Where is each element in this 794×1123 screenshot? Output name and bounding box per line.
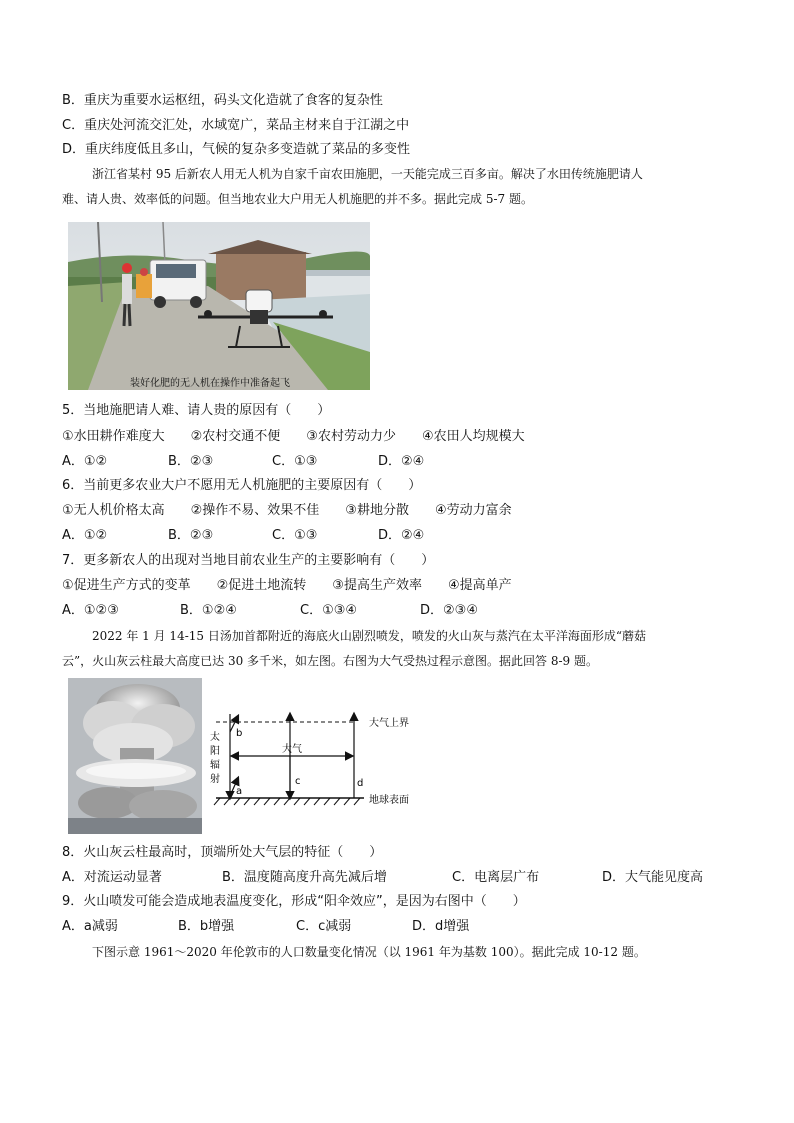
q5-option-d: D．②④ xyxy=(378,454,425,469)
label-side-1: 太 xyxy=(210,732,220,743)
q7-items: ①促进生产方式的变革 ②促进土地流转 ③提高生产效率 ④提高单产 xyxy=(62,578,512,593)
q5-stem: 5．当地施肥请人难、请人贵的原因有（ ） xyxy=(62,403,331,418)
volcano-photo xyxy=(68,678,202,834)
option-c-line: C．重庆处河流交汇处，水域宽广，菜品主材来自于江湖之中 xyxy=(62,118,410,133)
q9-option-b: B．b增强 xyxy=(178,919,235,934)
passage1-line2: 难、请人贵、效率低的问题。但当地农业大户用无人机施肥的并不多。据此完成 5-7 题。 xyxy=(62,192,533,206)
q7-option-b: B．①②④ xyxy=(180,603,237,618)
q7-stem: 7．更多新农人的出现对当地目前农业生产的主要影响有（ ） xyxy=(62,553,435,568)
drone-photo xyxy=(68,222,370,390)
q6-option-d: D．②④ xyxy=(378,528,425,543)
q7-option-a: A．①②③ xyxy=(62,603,119,618)
passage1-line1: 浙江省某村 95 后新农人用无人机为自家千亩农田施肥，一天能完成三百多亩。解决了水田传统施肥请人 xyxy=(92,167,643,181)
q5-option-a: A．①② xyxy=(62,454,108,469)
atmosphere-heating-diagram xyxy=(206,704,420,810)
q8-option-d: D．大气能见度高 xyxy=(602,870,704,885)
volcano-photo-image xyxy=(68,678,202,834)
drone-photo-caption: 装好化肥的无人机在操作中准备起飞 xyxy=(130,378,290,389)
passage2-line1: 2022 年 1 月 14-15 日汤加首都附近的海底火山剧烈喷发，喷发的火山灰与蒸汽在太平洋海面形成“蘑菇 xyxy=(92,629,646,643)
q9-option-d: D．d增强 xyxy=(412,919,470,934)
q9-option-a: A．a减弱 xyxy=(62,919,118,934)
q7-option-d: D．②③④ xyxy=(420,603,478,618)
drone-photo-image xyxy=(68,222,370,390)
label-a: a xyxy=(236,786,243,797)
option-d-line: D．重庆纬度低且多山，气候的复杂多变造就了菜品的多变性 xyxy=(62,142,411,157)
q8-stem: 8．火山灰云柱最高时，顶端所处大气层的特征（ ） xyxy=(62,845,383,860)
q5-option-b: B．②③ xyxy=(168,454,214,469)
q9-stem: 9．火山喷发可能会造成地表温度变化，形成“阳伞效应”，是因为右图中（ ） xyxy=(62,894,526,909)
label-side-4: 射 xyxy=(210,774,220,785)
q7-option-c: C．①③④ xyxy=(300,603,358,618)
label-side-3: 辐 xyxy=(210,760,220,771)
q5-option-c: C．①③ xyxy=(272,454,318,469)
q6-stem: 6．当前更多农业大户不愿用无人机施肥的主要原因有（ ） xyxy=(62,478,422,493)
label-earth-surface: 地球表面 xyxy=(369,795,409,806)
label-top-of-atmosphere: 大气上界 xyxy=(369,718,409,729)
q6-items: ①无人机价格太高 ②操作不易、效果不佳 ③耕地分散 ④劳动力富余 xyxy=(62,503,512,518)
ground-hatching xyxy=(214,798,360,805)
label-side-2: 阳 xyxy=(210,746,220,757)
label-d: d xyxy=(357,778,364,789)
q8-option-b: B．温度随高度升高先减后增 xyxy=(222,870,387,885)
label-atmosphere: 大气 xyxy=(282,744,302,755)
label-c: c xyxy=(295,776,301,787)
passage2-line2: 云”，火山灰云柱最大高度已达 30 多千米，如左图。右图为大气受热过程示意图。据此回答 8-9 题。 xyxy=(62,654,598,668)
label-b: b xyxy=(236,728,243,739)
q6-option-a: A．①② xyxy=(62,528,108,543)
q6-option-b: B．②③ xyxy=(168,528,214,543)
q8-option-a: A．对流运动显著 xyxy=(62,870,162,885)
q8-option-c: C．电离层广布 xyxy=(452,870,540,885)
q5-items: ①水田耕作难度大 ②农村交通不便 ③农村劳动力少 ④农田人均规模大 xyxy=(62,429,525,444)
option-b-line: B．重庆为重要水运枢纽，码头文化造就了食客的复杂性 xyxy=(62,93,383,108)
q9-option-c: C．c减弱 xyxy=(296,919,352,934)
passage3-line: 下图示意 1961～2020 年伦敦市的人口数量变化情况（以 1961 年为基数 100）。据此完成 10-12 题。 xyxy=(92,945,646,959)
q6-option-c: C．①③ xyxy=(272,528,318,543)
